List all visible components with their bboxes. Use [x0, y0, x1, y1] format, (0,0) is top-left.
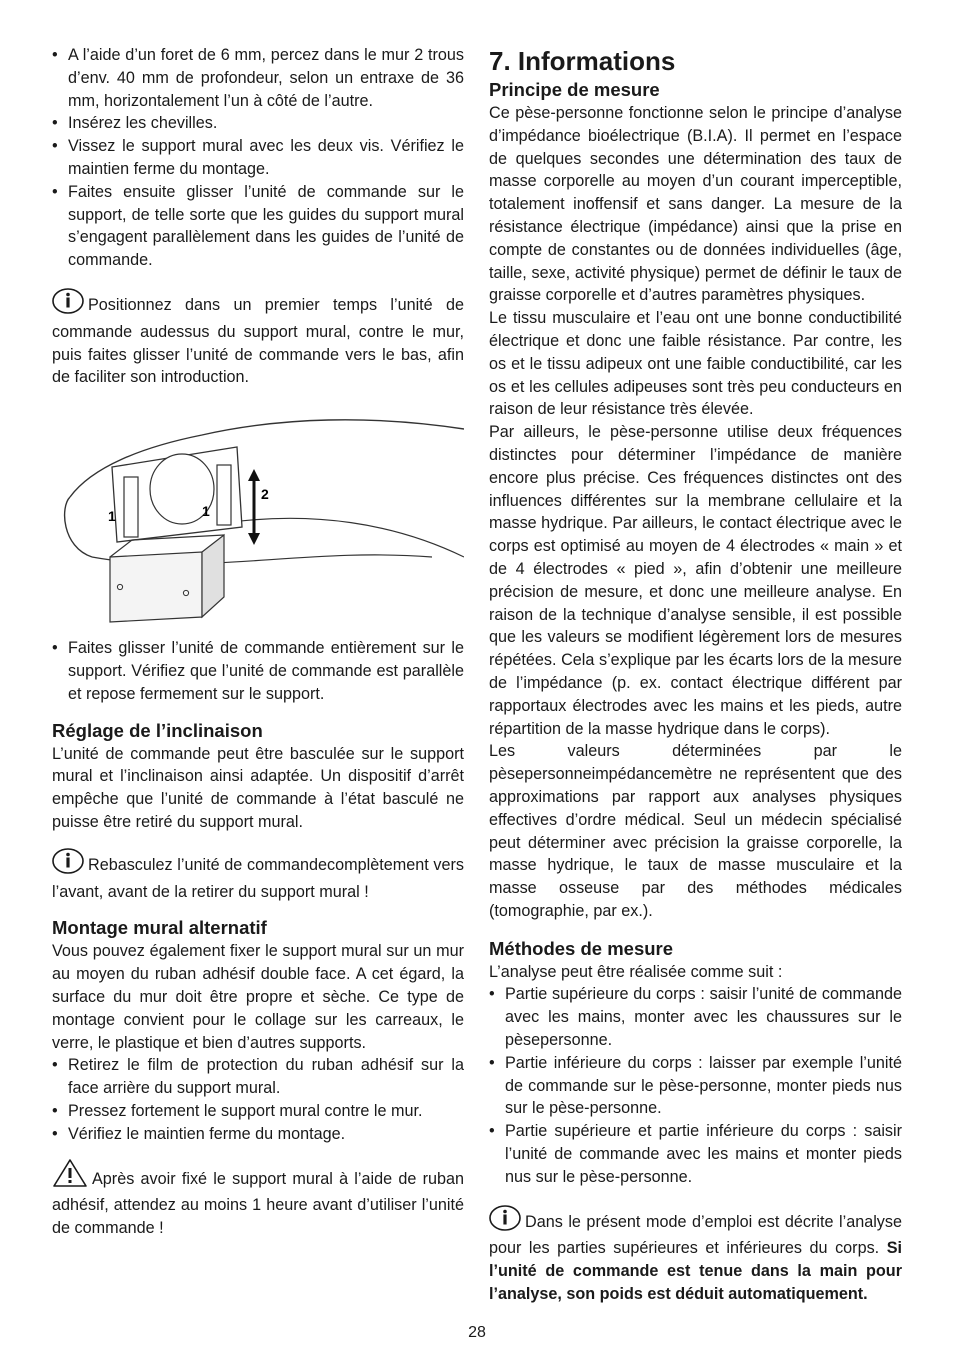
section-title: 7. Informations: [489, 46, 676, 76]
left-column: [52, 44, 464, 1240]
wall-mount-illustration: [52, 407, 464, 627]
bold-note: Si l’unité de commande est tenue dans la main pour l’analyse, son poids est déduit automatiquement.: [489, 1239, 903, 1304]
list-item: • Vissez le support mural avec les deux vis. Vérifiez le maintien ferme du montage.: [52, 135, 464, 181]
info-icon: [52, 288, 84, 321]
list-item: • Pressez fortement le support mural contre le mur.: [52, 1100, 464, 1123]
list-item: • Partie inférieure du corps : laisser par exemple l’unité de commande sur le pèse-personne, monter pieds nus sur le pèse-personne.: [489, 1052, 902, 1120]
list-item: • Faites glisser l’unité de commande entièrement sur le support. Vérifiez que l’unité de commande est parallèle et repose fermement sur le support.: [52, 637, 464, 705]
list-item: • Faites ensuite glisser l’unité de commande sur le support, de telle sorte que les guides du support mural s’engagent parallèlement dans les guides de l’unité de commande.: [52, 181, 464, 272]
paragraph: Par ailleurs, le pèse-personne utilise deux fréquences distinctes pour déterminer l’impédance de manière encore plus précise. Ces fréquences distinctes ont des influences différentes sur la membrane cellulaire et la masse hydrique. Par ailleurs, le contact électrique avec le corps est optimisé au moyen de 4 électrodes « main » et de 4 électrodes « pied », afin d’obtenir une meilleure précision de mesure, et donc une meilleure analyse. En raison de la technique d’analyse sensible, il est possible que les valeurs se modifient légèrement lors de mesures répétées. Cela s’explique par les écarts lors de la mesure de l’impédance (p. ex. contact électrique différent par rapportaux électrodes avec les mains et les pieds, autre répartition de la masse hydrique dans le corps).: [489, 423, 902, 738]
info-icon: [52, 848, 84, 881]
heading-methods: Méthodes de mesure: [489, 937, 674, 959]
page-number: 28: [468, 1324, 486, 1341]
paragraph-methods: L’analyse peut être réalisée comme suit :: [489, 962, 783, 981]
figure-label-1-left: 1: [108, 508, 116, 525]
list-item: • Vérifiez le maintien ferme du montage.: [52, 1123, 464, 1146]
list-item: • Partie supérieure du corps : saisir l’unité de commande avec les mains, monter avec les chaussures sur le pèsepersonne.: [489, 983, 902, 1051]
info-icon: [489, 1205, 521, 1238]
slide-step-list: [52, 637, 464, 705]
warning-note: Après avoir fixé le support mural à l’aide de ruban adhésif, attendez au moins 1 heure avant d’utiliser l’unité de commande !: [52, 1158, 464, 1240]
figure-label-1-right: 1: [202, 503, 210, 520]
figure-label-2: 2: [261, 486, 269, 503]
list-item: • Partie supérieure et partie inférieure du corps : saisir l’unité de commande avec les mains et monter pieds nus sur le pèse-personne.: [489, 1120, 902, 1188]
info-note-tilt: Rebasculez l’unité de commandecomplètement vers l’avant, avant de la retirer du support mural !: [52, 848, 464, 904]
list-item: • A l’aide d’un foret de 6 mm, percez dans le mur 2 trous d’env. 40 mm de profondeur, selon un entraxe de 36 mm, horizontalement l’un à côté de l’autre.: [52, 44, 464, 112]
paragraph: Ce pèse-personne fonctionne selon le principe d’analyse d’impédance bioélectrique (B.I.A). Il permet en l’espace de quelques secondes une détermination des taux de masse corporelle au moyen d’un courant imperceptible, totalement inoffensif et sans danger. La mesure de la résistance électrique (impédance) ainsi que la prise en compte de constantes ou de données individuelles (âge, taille, sexe, activité physique) permet de définir le taux de graisse corporelle et d’autres paramètres physiques.: [489, 104, 902, 305]
info-note-analysis: Dans le présent mode d’emploi est décrite l’analyse pour les parties supérieures et inférieures du corps. Si l’unité de commande est tenue dans la main pour l’analyse, son poids est déduit automatiquement.: [489, 1205, 902, 1306]
list-item: • Insérez les chevilles.: [52, 112, 464, 135]
heading-tilt: Réglage de l’inclinaison: [52, 719, 263, 741]
adhesive-steps-list: [52, 1054, 464, 1145]
heading-principle: Principe de mesure: [489, 79, 660, 100]
heading-alternative-mount: Montage mural alternatif: [52, 917, 267, 939]
list-item: • Retirez le film de protection du ruban adhésif sur la face arrière du support mural.: [52, 1054, 464, 1100]
right-column: [489, 44, 902, 1306]
mounting-steps-list: [52, 44, 464, 272]
methods-list: [489, 983, 902, 1188]
paragraph-tilt: L’unité de commande peut être basculée sur le support mural et l’inclinaison ainsi adaptée. Un dispositif d’arrêt empêche que l’unité de commande à l’état basculé ne puisse être retiré du support mural.: [52, 744, 464, 831]
paragraph: Le tissu musculaire et l’eau ont une bonne conductibilité électrique et donc une faible résistance. Par contre, les os et le tissu adipeux ont une faible conductibilité, car les os et les cellules adipeuses sont très peu conducteurs en raison de leur résistance très élevée.: [489, 309, 902, 419]
paragraph-alternative-mount: Vous pouvez également fixer le support mural sur un mur au moyen du ruban adhésif double face. A cet égard, la surface du mur doit être propre et sèche. Ce type de montage convient pour le collage sur les carreaux, le verre, le plastique et bien d’autres supports.: [52, 942, 464, 1052]
info-note-position: Positionnez dans un premier temps l’unité de commande audessus du support mural, contre le mur, puis faites glisser l’unité de commande vers le bas, afin de faciliter son introduction.: [52, 288, 464, 389]
warning-icon: [52, 1158, 88, 1195]
paragraph: Les valeurs déterminées par le pèsepersonneimpédancemètre ne représentent que des approximations par rapport aux analyses physiques effectives d’ordre médical. Seul un médecin spécialisé peut déterminer avec précision la graisse corporelle, la masse hydrique, le taux de masse musculaire et la masse osseuse par des méthodes médicales (tomographie, par ex.).: [489, 742, 902, 920]
